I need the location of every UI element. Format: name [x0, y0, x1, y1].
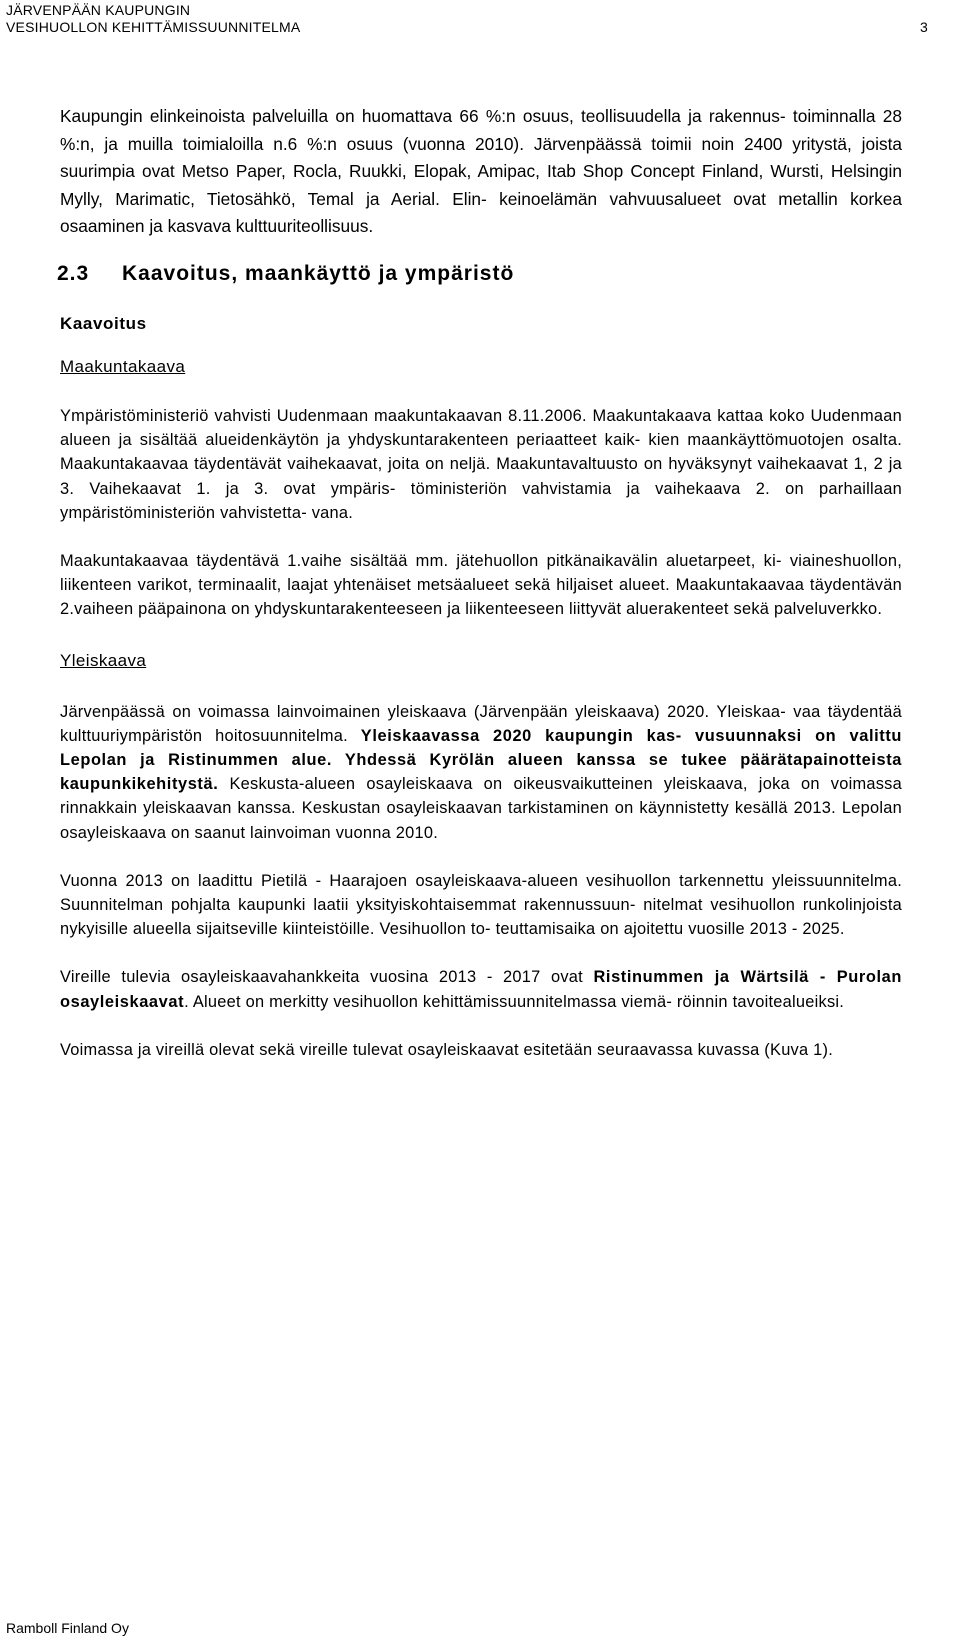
document-header	[6, 2, 300, 36]
header-line-1: JÄRVENPÄÄN KAUPUNGIN	[6, 2, 191, 18]
maakuntakaava-paragraph-2: Maakuntakaavaa täydentävä 1.vaihe sisältää mm. jätehuollon pitkänaikavälin aluetarpeet, ki- viaineshuollon, liikenteen varikot, terminaalit, laajat yhtenäiset metsäalueet sekä hiljaiset alueet. Maakuntakaavaa täydentävän 2.vaiheen pääpainona on yhdyskuntarakenteeseen ja liikenteeseen liittyvät aluerakenteet sekä palveluverkko.	[60, 551, 902, 619]
section-heading	[57, 261, 902, 287]
document-body	[57, 103, 902, 1062]
yleiskaava-p3-bold: Ristinummen ja Wärtsilä - Purolan osayleiskaavat	[60, 968, 902, 1011]
heading-maakuntakaava: Maakuntakaava	[60, 356, 186, 376]
header-line-2: VESIHUOLLON KEHITTÄMISSUUNNITELMA	[6, 19, 301, 35]
yleiskaava-p1-text-b: Keskusta-alueen osayleiskaava on oikeusvaikutteinen yleiskaava, joka on voimassa rinnakkain yleiskaavan kanssa. Keskustan osayleiskaavan tarkistaminen on käynnistetty kesällä 2013. Lepolan osayleiskaava on saanut lainvoiman vuonna 2010.	[60, 775, 902, 842]
yleiskaava-p3-text-b: . Alueet on merkitty vesihuollon kehittämissuunnitelmassa viemä- röinnin tavoitealueiksi.	[184, 992, 845, 1011]
intro-paragraph: Kaupungin elinkeinoista palveluilla on huomattava 66 %:n osuus, teollisuudella ja rakennus- toiminnalla 28 %:n, ja muilla toimialoilla n.6 %:n osuus (vuonna 2010). Järvenpäässä toimii noin 2400 yritystä, joista suurimpia ovat Metso Paper, Rocla, Ruukki, Elopak, Amipac, Itab Shop Concept Finland, Wursti, Helsingin Mylly, Marimatic, Tietosähkö, Temal ja Aerial. Elin- keinoelämän vahvuusalueet ovat metallin korkea osaaminen ja kasvava kulttuuriteollisuus.	[60, 106, 902, 237]
page-number: 3	[920, 19, 928, 35]
yleiskaava-p1-bold: Yleiskaavassa 2020 kaupungin kas- vusuunnaksi on valittu Lepolan ja Ristinummen alue. Yhdessä Kyrölän alueen kanssa se tukee päärätapainotteista kaupunkikehitystä.	[60, 726, 902, 794]
yleiskaava-paragraph-1	[60, 700, 902, 845]
subheading-kaavoitus: Kaavoitus	[60, 313, 147, 333]
maakuntakaava-paragraph-1: Ympäristöministeriö vahvisti Uudenmaan maakuntakaavan 8.11.2006. Maakuntakaava kattaa koko Uudenmaan alueen ja sisältää alueidenkäytön ja yhdyskuntarakenteen periaatteet kaik- kien maankäyttömuotojen osalta. Maakuntakaavaa täydentävät vaihekaavat, joita on neljä. Maakuntavaltuusto on hyväksynyt vaihekaavat 1, 2 ja 3. Vaihekaavat 1. ja 3. ovat ympäris- töministeriön vahvistamia ja vaihekaava 2. on parhaillaan ympäristöministeriön vahvistetta- vana.	[60, 406, 902, 522]
section-title: Kaavoitus, maankäyttö ja ympäristö	[122, 261, 515, 285]
yleiskaava-paragraph-3	[60, 965, 902, 1013]
document-footer: Ramboll Finland Oy	[6, 1620, 129, 1636]
yleiskaava-p1-text-a: Järvenpäässä on voimassa lainvoimainen yleiskaava (Järvenpään yleiskaava) 2020. Yleiskaa- vaa täydentää kulttuuriympäristön hoitosuunnitelma.	[60, 702, 902, 745]
yleiskaava-paragraph-2: Vuonna 2013 on laadittu Pietilä - Haarajoen osayleiskaava-alueen vesihuollon tarkennettu yleissuunnitelma. Suunnitelman pohjalta kaupunki laatii yksityiskohtaisemmat rakennussuun- nitelmat vesihuollon runkolinjoista nykyisille alueella sijaitseville kiinteistöille. Vesihuollon to- teuttamisaika on ajoitettu vuosille 2013 - 2025.	[60, 871, 902, 939]
yleiskaava-paragraph-4: Voimassa ja vireillä olevat sekä vireille tulevat osayleiskaavat esitetään seuraavassa kuvassa (Kuva 1).	[60, 1040, 834, 1059]
yleiskaava-p3-text-a: Vireille tulevia osayleiskaavahankkeita vuosina 2013 - 2017 ovat	[60, 968, 594, 987]
heading-yleiskaava: Yleiskaava	[60, 650, 147, 670]
section-number: 2.3	[57, 261, 90, 285]
